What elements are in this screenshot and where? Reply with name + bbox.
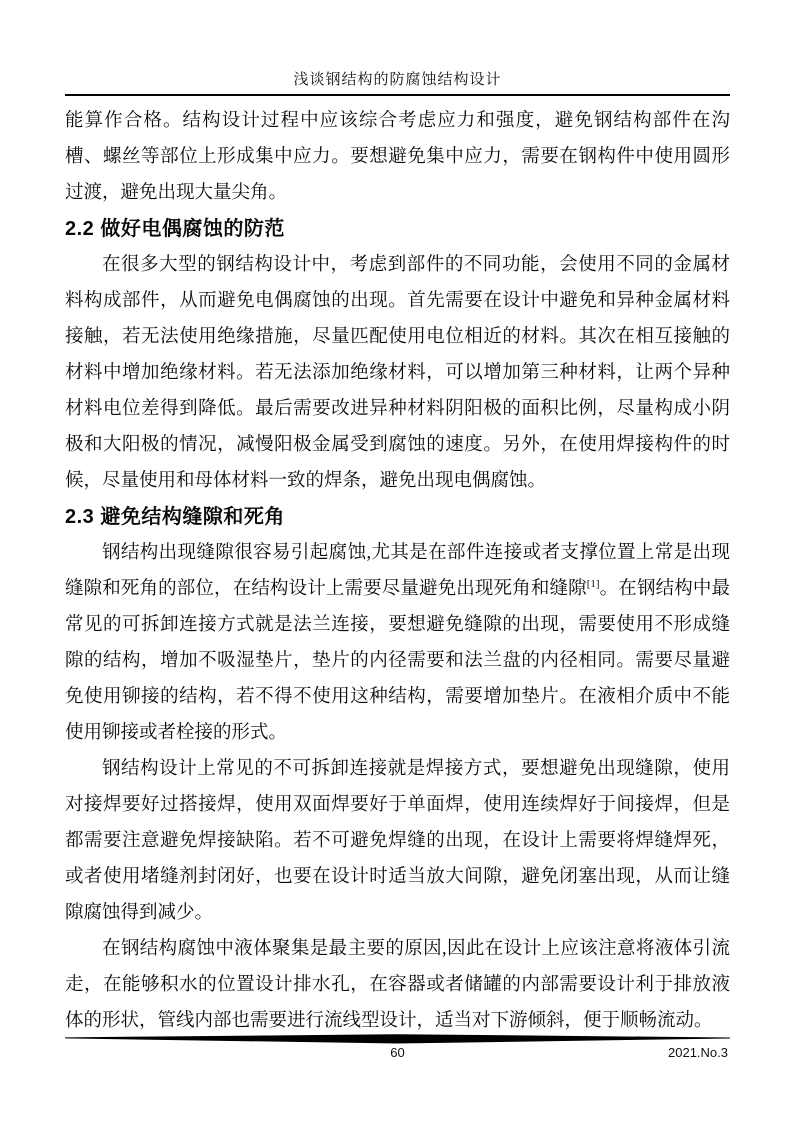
page-header — [65, 0, 730, 96]
page-number: 60 — [390, 1045, 405, 1060]
paragraph-text-before-ref: 钢结构出现缝隙很容易引起腐蚀,尤其是在部件连接或者支撑位置上常是出现缝隙和死角的部位，在结构设计上需要尽量避免出现死角和缝隙 — [65, 543, 730, 599]
running-head-title: 浅谈钢结构的防腐蚀结构设计 — [293, 72, 502, 88]
section-heading-2-2: 2.2 做好电偶腐蚀的防范 — [65, 218, 285, 240]
article-body — [65, 103, 730, 1039]
paragraph-section-2-2: 在很多大型的钢结构设计中，考虑到部件的不同功能，会使用不同的金属材料构成部件，从而避免电偶腐蚀的出现。首先需要在设计中避免和异种金属材料接触，若无法使用绝缘措施，尽量匹配使用电位相近的材料。其次在相互接触的材料中增加绝缘材料。若无法添加绝缘材料，可以增加第三种材料，让两个异种材料电位差得到降低。最后需要改进异种材料阴阳极的面积比例，尽量构成小阴极和大阳极的情况，减慢阳极金属受到腐蚀的速度。另外，在使用焊接构件的时候，尽量使用和母体材料一致的焊条，避免出现电偶腐蚀。 — [65, 255, 730, 491]
section-heading-2-3: 2.3 避免结构缝隙和死角 — [65, 506, 285, 528]
footer-rule — [65, 1034, 730, 1044]
page-footer — [65, 1034, 730, 1063]
paragraph-intro: 能算作合格。结构设计过程中应该综合考虑应力和强度，避免钢结构部件在沟槽、螺丝等部位上形成集中应力。要想避免集中应力，需要在钢构件中使用圆形过渡，避免出现大量尖角。 — [65, 111, 730, 203]
paragraph-section-2-3-third: 在钢结构腐蚀中液体聚集是最主要的原因,因此在设计上应该注意将液体引流走，在能够积水的位置设计排水孔，在容器或者储罐的内部需要设计利于排放液体的形状，管线内部也需要进行流线型设计，适当对下游倾斜，便于顺畅流动。 — [65, 939, 730, 1031]
paragraph-text-after-ref: 。在钢结构中最常见的可拆卸连接方式就是法兰连接，要想避免缝隙的出现，需要使用不形成缝隙的结构，增加不吸湿垫片，垫片的内径需要和法兰盘的内径相同。需要尽量避免使用铆接的结构，若不得不使用这种结构，需要增加垫片。在液相介质中不能使用铆接或者栓接的形式。 — [65, 579, 730, 743]
footer-row — [65, 1045, 730, 1063]
paragraph-section-2-3-first — [65, 535, 730, 751]
page-content — [65, 0, 730, 1039]
paragraph-section-2-3-second: 钢结构设计上常见的不可拆卸连接就是焊接方式，要想避免出现缝隙，使用对接焊要好过搭接焊，使用双面焊要好于单面焊，使用连续焊好于间接焊，但是都需要注意避免焊接缺陷。若不可避免焊缝的出现，在设计上需要将焊缝焊死，或者使用堵缝剂封闭好，也要在设计时适当放大间隙，避免闭塞出现，从而让缝隙腐蚀得到减少。 — [65, 759, 730, 923]
citation-ref-1: [1] — [586, 578, 600, 590]
issue-label: 2021.No.3 — [668, 1045, 728, 1060]
